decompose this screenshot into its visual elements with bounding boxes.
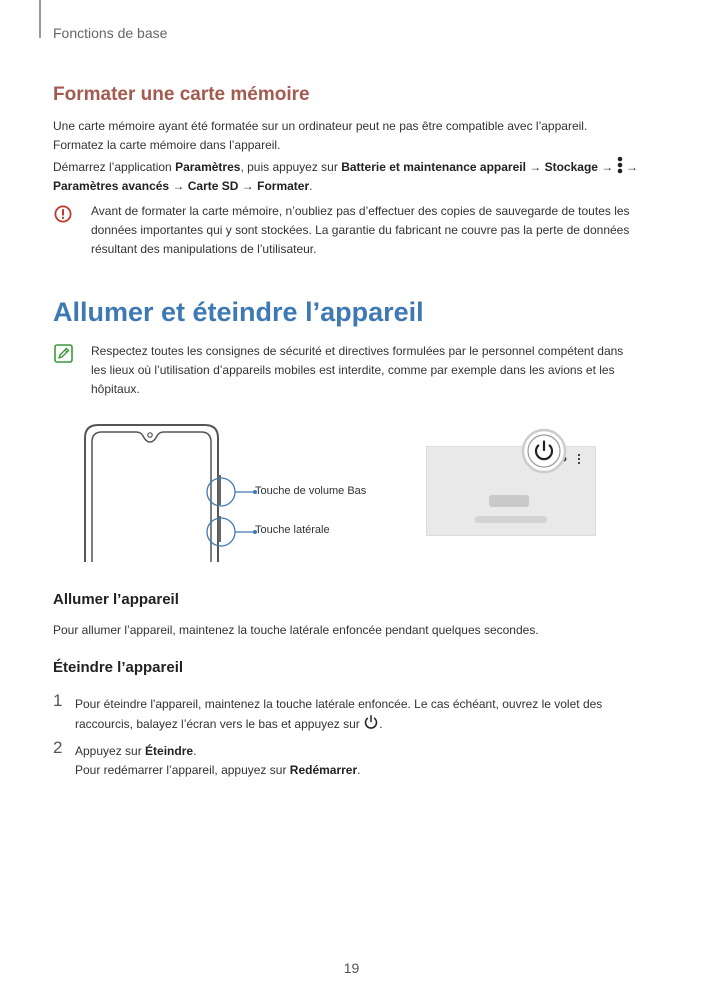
power-on-title: Allumer l’appareil (53, 591, 179, 608)
steps-text: → (169, 179, 188, 193)
step-2-line (75, 742, 675, 761)
power-off-step-1 (75, 695, 675, 734)
step-1-text: . (379, 717, 383, 731)
step-2-text: Pour redémarrer l’appareil, appuyez sur (75, 763, 290, 777)
more-options-icon (617, 159, 623, 175)
warning-line: données importantes qui y sont stockées. La garantie du fabricant ne couvre pas la perte de données (91, 223, 630, 237)
steps-line-2 (53, 177, 673, 196)
warning-line: résultant des manipulations de l’utilisateur. (91, 242, 317, 256)
steps-format: Formater (257, 179, 310, 193)
step-1-text: raccourcis, balayez l’écran vers le bas et appuyez sur (75, 717, 364, 731)
step-1-line: Pour éteindre l'appareil, maintenez la touche latérale enfoncée. Le cas échéant, ouvrez le volet des (75, 697, 603, 711)
step-2-text: . (193, 744, 197, 758)
step-2-restart: Redémarrer (289, 763, 358, 777)
power-title: Allumer et éteindre l’appareil (53, 297, 424, 327)
intro-line-1: Une carte mémoire ayant été formatée sur un ordinateur peut ne pas être compatible avec l’appareil. (53, 119, 588, 133)
memory-card-title: Formater une carte mémoire (53, 84, 310, 105)
step-2-text: . (357, 763, 361, 777)
volume-down-label: Touche de volume Bas (255, 485, 367, 497)
steps-text: Démarrez l’application (53, 160, 176, 174)
side-key-callout (205, 516, 260, 553)
warning-text (91, 202, 671, 259)
power-on-text: Pour allumer l’appareil, maintenez la touche latérale enfoncée pendant quelques secondes. (53, 623, 539, 637)
power-off-title: Éteindre l’appareil (53, 659, 184, 676)
power-button-icon (521, 428, 567, 479)
note-pencil-icon (54, 344, 73, 368)
memory-card-steps (53, 158, 673, 196)
steps-text: . (309, 179, 313, 193)
note-line: les lieux où l’utilisation d’appareils mobiles est interdite, comme par exemple dans les avions et les (91, 363, 615, 377)
steps-battery: Batterie et maintenance appareil (341, 160, 526, 174)
step-2-line (75, 761, 675, 780)
power-icon (363, 714, 379, 728)
steps-sd-card: Carte SD (187, 179, 239, 193)
steps-settings: Paramètres (175, 160, 241, 174)
note-text (91, 342, 671, 399)
volume-callout (205, 476, 260, 513)
warning-line: Avant de formater la carte mémoire, n’oubliez pas d’effectuer des copies de sauvegarde de toutes les (91, 204, 630, 218)
note-line: hôpitaux. (91, 382, 140, 396)
memory-card-intro (53, 117, 653, 155)
step-2-text: Appuyez sur (75, 744, 146, 758)
steps-text: → (238, 179, 258, 193)
side-key-label: Touche latérale (255, 524, 330, 536)
steps-advanced: Paramètres avancés (53, 179, 170, 193)
step-1-line (75, 714, 675, 734)
step-number: 1 (53, 691, 63, 710)
steps-storage: Stockage (544, 160, 598, 174)
steps-line-1 (53, 158, 673, 177)
header-divider (39, 0, 41, 38)
power-off-step-2 (75, 742, 675, 780)
page-number: 19 (343, 960, 360, 976)
steps-text: → (622, 160, 638, 174)
step-2-power-off: Éteindre (145, 744, 194, 758)
step-number: 2 (53, 738, 63, 757)
section-header: Fonctions de base (53, 25, 168, 41)
quick-panel-screenshot (426, 446, 596, 536)
note-line: Respectez toutes les consignes de sécurité et directives formulées par le personnel compétent dans (91, 344, 624, 358)
warning-icon (54, 205, 72, 228)
intro-line-2: Formatez la carte mémoire dans l’appareil. (53, 138, 281, 152)
steps-text: , puis appuyez sur (240, 160, 342, 174)
steps-text: → (597, 160, 617, 174)
steps-text: → (525, 160, 545, 174)
